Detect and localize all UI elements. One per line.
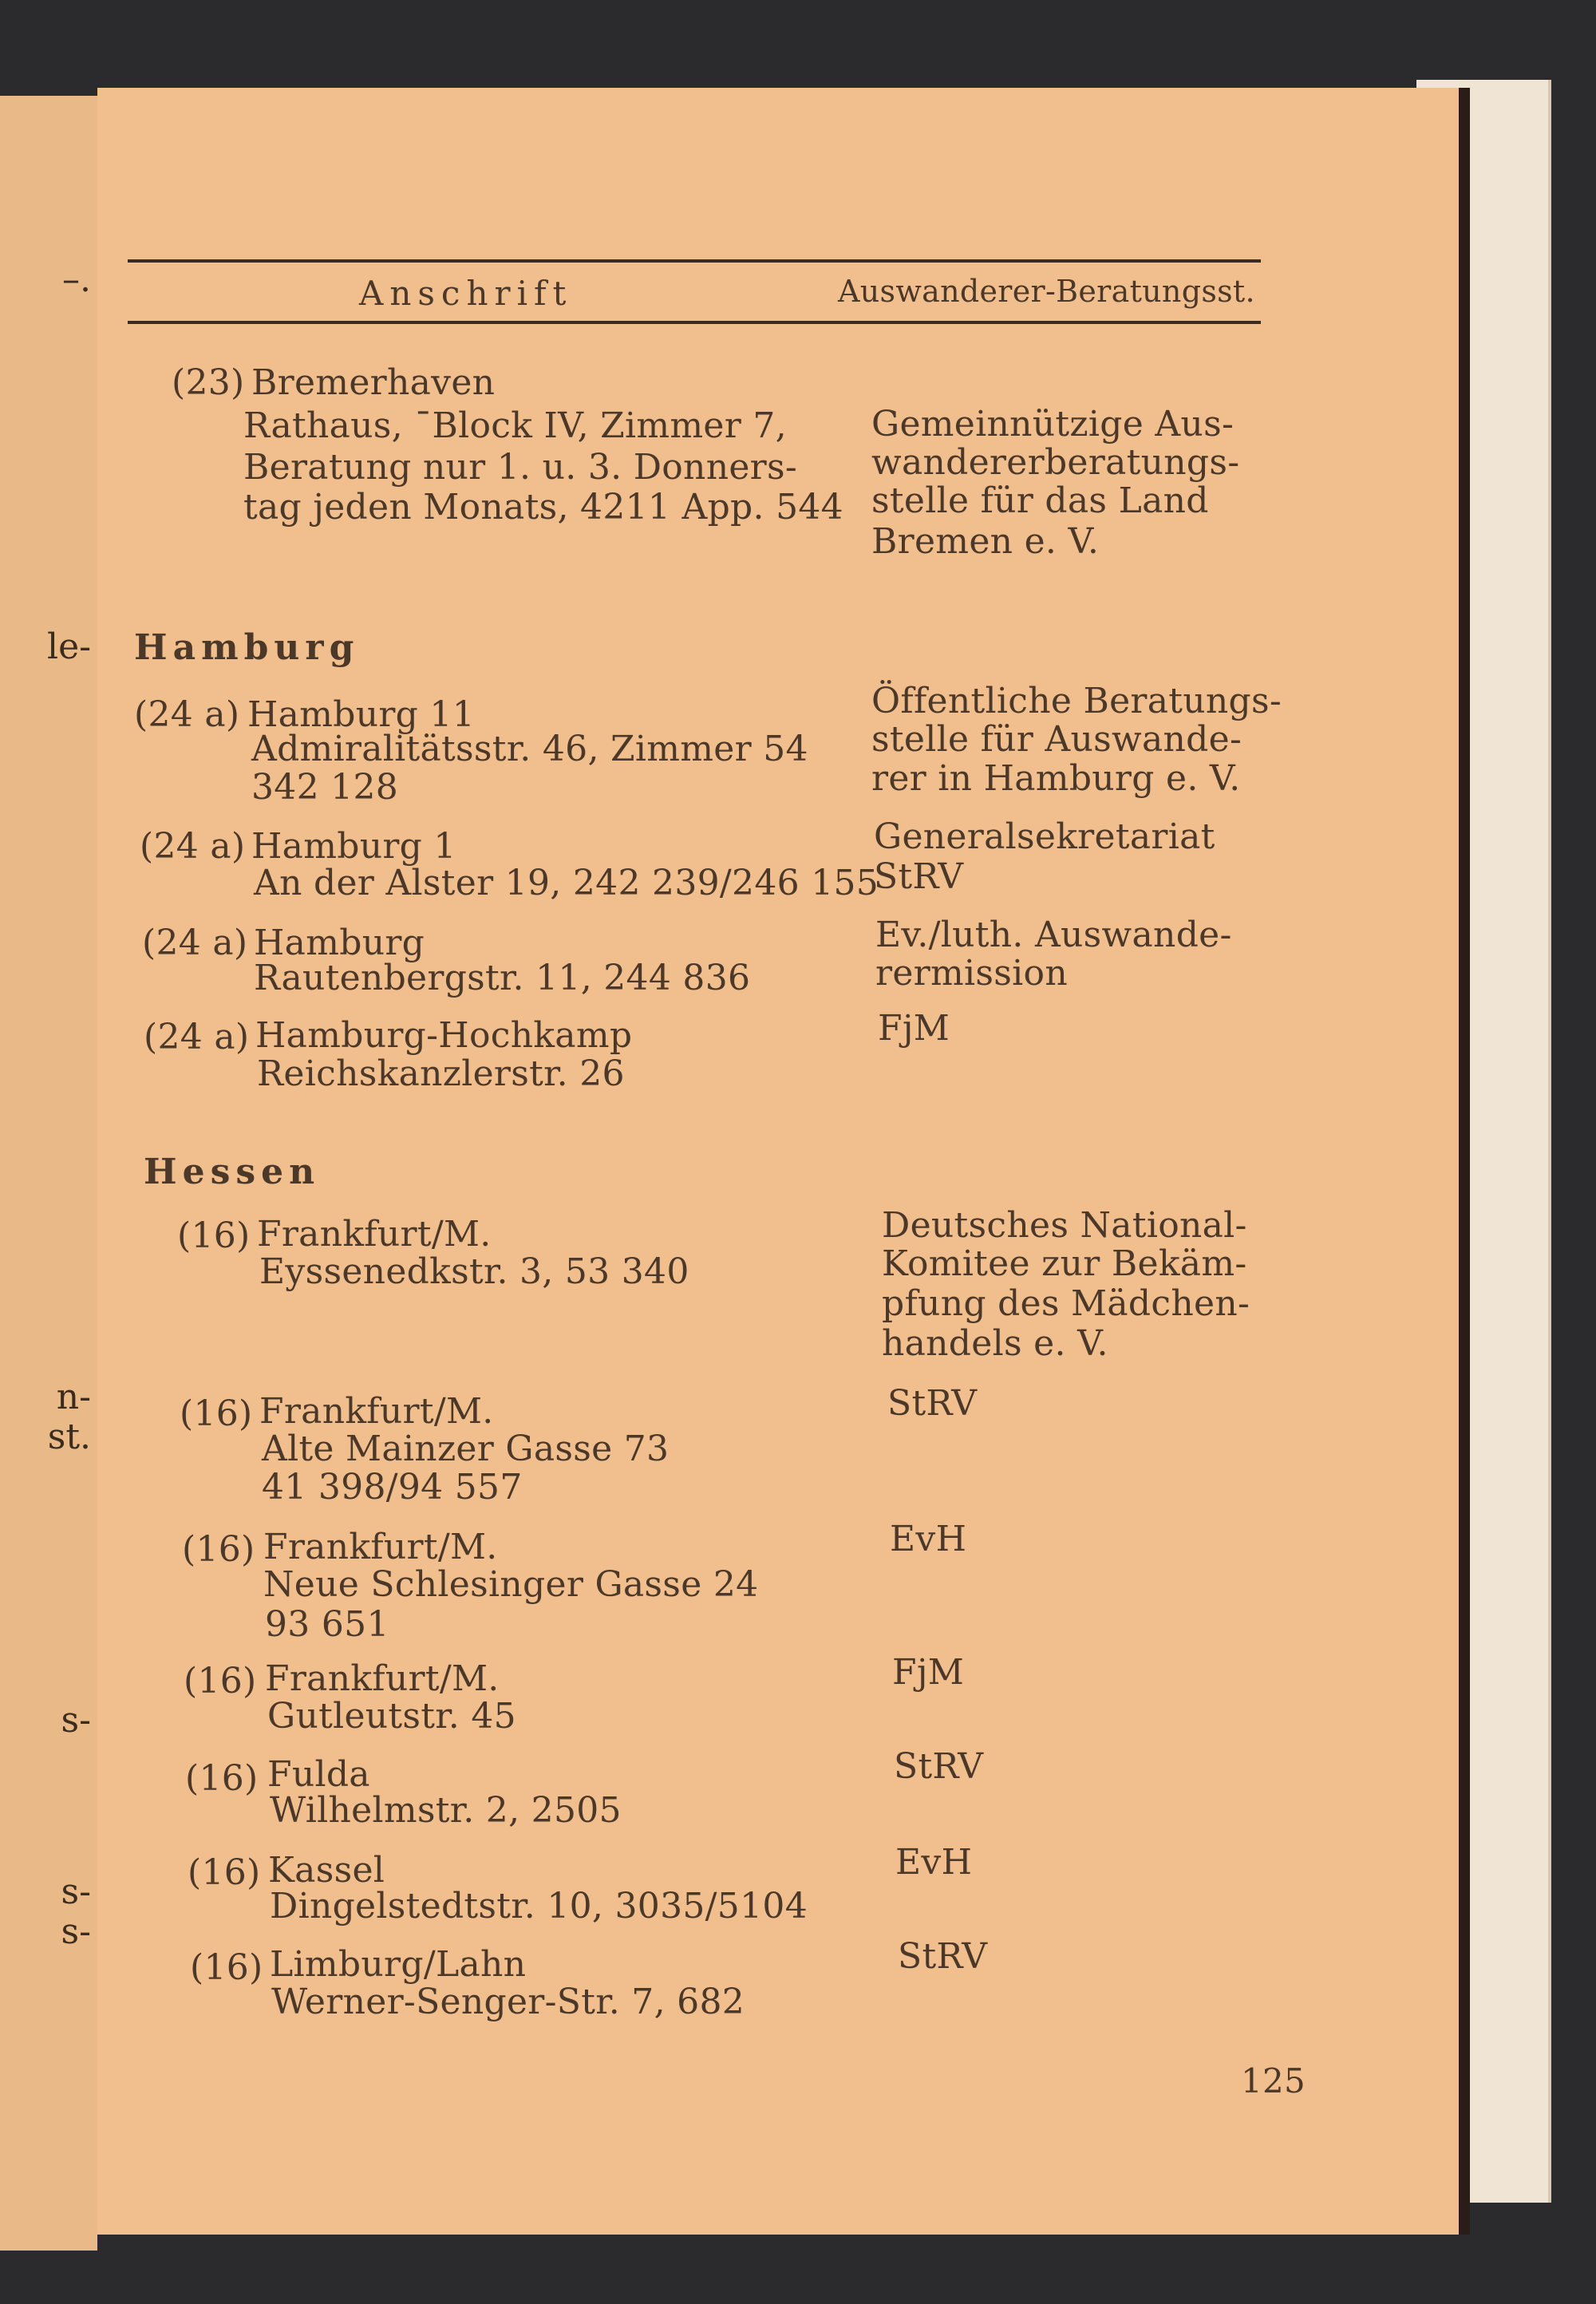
city-name: Frankfurt/M. bbox=[263, 1527, 498, 1567]
page-number: 125 bbox=[1241, 2061, 1306, 2100]
address-line: Beratung nur 1. u. 3. Donners- bbox=[243, 447, 798, 488]
postal-code: (23) bbox=[172, 362, 245, 403]
address-line: Neue Schlesinger Gasse 24 bbox=[263, 1564, 759, 1605]
postal-code: (16) bbox=[184, 1661, 257, 1701]
office-line: stelle für Auswande- bbox=[871, 719, 1242, 760]
office-line: Ev./luth. Auswande- bbox=[875, 915, 1232, 955]
office-line: rer in Hamburg e. V. bbox=[871, 758, 1241, 799]
office-line: rermission bbox=[875, 953, 1068, 994]
address-line: Gutleutstr. 45 bbox=[267, 1696, 516, 1737]
address-line: tag jeden Monats, 4211 App. 544 bbox=[243, 487, 843, 528]
postal-code: (24 a) bbox=[144, 1017, 250, 1057]
city-name: Hamburg bbox=[254, 923, 425, 963]
section-title: Hamburg bbox=[134, 627, 360, 668]
office-line: Öffentliche Beratungs- bbox=[871, 681, 1282, 721]
postal-code: (16) bbox=[188, 1852, 261, 1893]
postal-code: (24 a) bbox=[140, 826, 246, 867]
city-name: Hamburg 11 bbox=[247, 694, 476, 735]
office-line: wandererberatungs- bbox=[871, 442, 1240, 483]
city-name: Hamburg-Hochkamp bbox=[255, 1015, 633, 1056]
office-line: StRV bbox=[887, 1383, 978, 1424]
address-line: Rautenbergstr. 11, 244 836 bbox=[254, 958, 751, 998]
office-line: Gemeinnützige Aus- bbox=[871, 404, 1235, 445]
margin-fragment: –. bbox=[62, 259, 91, 300]
office-line: FjM bbox=[892, 1652, 965, 1693]
office-line: stelle für das Land bbox=[871, 480, 1209, 521]
city-name: Hamburg 1 bbox=[251, 826, 456, 867]
office-line: StRV bbox=[898, 1936, 988, 1977]
postal-code: (16) bbox=[182, 1529, 255, 1570]
office-line: StRV bbox=[894, 1746, 984, 1787]
office-line: handels e. V. bbox=[882, 1323, 1108, 1364]
postal-code: (16) bbox=[185, 1758, 259, 1799]
office-line: Generalsekretariat bbox=[874, 816, 1215, 857]
office-line: StRV bbox=[874, 856, 964, 897]
address-line: Werner-Senger-Str. 7, 682 bbox=[271, 1982, 745, 2022]
section-title: Hessen bbox=[144, 1152, 321, 1192]
postal-code: (16) bbox=[180, 1393, 253, 1434]
postal-code: (16) bbox=[177, 1215, 251, 1256]
margin-fragment: le- bbox=[47, 626, 91, 667]
address-line: Wilhelmstr. 2, 2505 bbox=[270, 1790, 622, 1831]
margin-fragment: s- bbox=[61, 1911, 91, 1952]
city-name: Kassel bbox=[268, 1850, 385, 1891]
left-page-edge bbox=[0, 96, 97, 2251]
postal-code: (16) bbox=[190, 1947, 263, 1988]
address-line: Reichskanzlerstr. 26 bbox=[257, 1053, 625, 1094]
city-name: Limburg/Lahn bbox=[270, 1944, 527, 1985]
margin-fragment: st. bbox=[47, 1417, 91, 1457]
office-line: pfung des Mädchen- bbox=[882, 1283, 1250, 1324]
city-name: Frankfurt/M. bbox=[265, 1658, 500, 1699]
address-line: 93 651 bbox=[265, 1604, 389, 1645]
margin-fragment: n- bbox=[56, 1377, 91, 1417]
office-line: FjM bbox=[878, 1008, 950, 1049]
postal-code: (24 a) bbox=[134, 694, 240, 735]
margin-fragment: s- bbox=[61, 1700, 91, 1741]
office-line: Komitee zur Bekäm- bbox=[882, 1243, 1247, 1284]
header-bottom-rule bbox=[128, 321, 1261, 324]
address-line: Admiralitätsstr. 46, Zimmer 54 bbox=[251, 729, 808, 769]
address-line: An der Alster 19, 242 239/246 155 bbox=[254, 863, 879, 903]
address-line: Alte Mainzer Gasse 73 bbox=[262, 1429, 670, 1469]
office-line: EvH bbox=[895, 1842, 973, 1883]
address-line: Eyssenedkstr. 3, 53 340 bbox=[259, 1251, 689, 1292]
city-name: Bremerhaven bbox=[251, 362, 496, 403]
address-line: 41 398/94 557 bbox=[262, 1467, 523, 1508]
postal-code: (24 a) bbox=[142, 923, 248, 963]
office-line: Deutsches National- bbox=[882, 1205, 1247, 1246]
city-name: Fulda bbox=[267, 1754, 370, 1795]
address-line: 342 128 bbox=[251, 767, 399, 808]
header-address-label: Anschrift bbox=[359, 274, 573, 313]
address-line: Dingelstedtstr. 10, 3035/5104 bbox=[270, 1886, 808, 1927]
city-name: Frankfurt/M. bbox=[259, 1391, 494, 1432]
header-office-label: Auswanderer-Beratungsst. bbox=[838, 274, 1255, 309]
address-line: Rathaus, ˉBlock IV, Zimmer 7, bbox=[243, 405, 787, 446]
office-line: Bremen e. V. bbox=[871, 521, 1100, 562]
office-line: EvH bbox=[890, 1519, 967, 1559]
margin-fragment: s- bbox=[61, 1871, 91, 1912]
header-top-rule bbox=[128, 259, 1261, 263]
city-name: Frankfurt/M. bbox=[257, 1214, 492, 1255]
